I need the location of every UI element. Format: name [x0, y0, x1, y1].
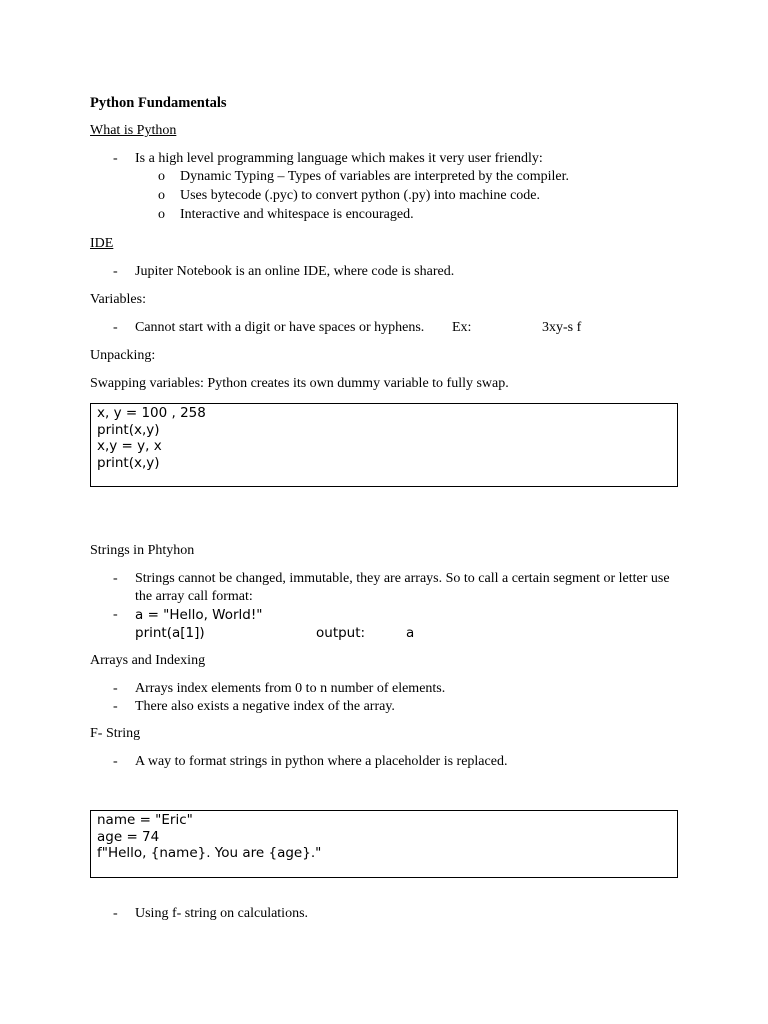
- code-line: print(x,y): [97, 421, 160, 438]
- bullet-dash: -: [113, 681, 118, 696]
- bullet-dash: -: [113, 699, 118, 714]
- code-line: f"Hello, {name}. You are {age}.": [97, 845, 322, 861]
- inline-code: print(a[1]): [135, 625, 205, 641]
- bullet-dash: -: [113, 607, 118, 622]
- code-line: x,y = y, x: [97, 438, 162, 454]
- heading-arrays: Arrays and Indexing: [90, 653, 206, 668]
- bullet-dash: -: [113, 571, 118, 586]
- bullet-dash: -: [113, 264, 118, 279]
- inline-code: a = "Hello, World!": [135, 607, 263, 623]
- output-label: output:: [316, 625, 366, 641]
- heading-strings: Strings in Phtyhon: [90, 543, 195, 558]
- bullet-text: There also exists a negative index of the array.: [135, 699, 395, 714]
- bullet-dash: -: [113, 754, 118, 769]
- code-block-fstring: [90, 810, 678, 878]
- bullet-dash: -: [113, 906, 118, 921]
- heading-ide: IDE: [90, 236, 114, 251]
- subbullet-marker: o: [158, 169, 165, 184]
- subbullet-marker: o: [158, 188, 165, 203]
- bullet-dash: -: [113, 320, 118, 335]
- subbullet-text: Uses bytecode (.pyc) to convert python (.py) into machine code.: [180, 188, 541, 203]
- subbullet-text: Interactive and whitespace is encouraged.: [180, 207, 414, 222]
- bullet-text: Is a high level programming language which makes it very user friendly:: [135, 151, 543, 166]
- bullet-text: Using f- string on calculations.: [135, 906, 309, 921]
- bullet-text: Strings cannot be changed, immutable, they are arrays. So to call a certain segment or letter use the array call format:: [135, 571, 670, 604]
- code-line: print(x,y): [97, 454, 160, 471]
- bullet-text: A way to format strings in python where a placeholder is replaced.: [135, 754, 508, 769]
- bullet-dash: -: [113, 151, 118, 166]
- bullet-text: Jupiter Notebook is an online IDE, where code is shared.: [135, 264, 455, 279]
- heading-what-is-python: What is Python: [90, 123, 177, 138]
- code-block-swap: [90, 403, 678, 487]
- heading-fstring: F- String: [90, 726, 141, 741]
- code-line: age = 74: [97, 828, 160, 845]
- code-line: name = "Eric": [97, 812, 193, 828]
- bullet-text: Arrays index elements from 0 to n number of elements.: [135, 681, 446, 696]
- heading-unpacking: Unpacking:: [90, 348, 156, 363]
- example-value: 3xy-s f: [542, 320, 582, 335]
- subbullet-marker: o: [158, 207, 165, 222]
- output-value: a: [406, 625, 415, 641]
- heading-variables: Variables:: [90, 292, 146, 307]
- bullet-text: Cannot start with a digit or have spaces or hyphens.: [135, 320, 425, 335]
- example-label: Ex:: [452, 320, 472, 335]
- code-line: x, y = 100 , 258: [97, 405, 206, 421]
- page-title: Python Fundamentals: [90, 95, 227, 111]
- subbullet-text: Dynamic Typing – Types of variables are interpreted by the compiler.: [180, 169, 570, 184]
- swap-text: Swapping variables: Python creates its own dummy variable to fully swap.: [90, 376, 509, 391]
